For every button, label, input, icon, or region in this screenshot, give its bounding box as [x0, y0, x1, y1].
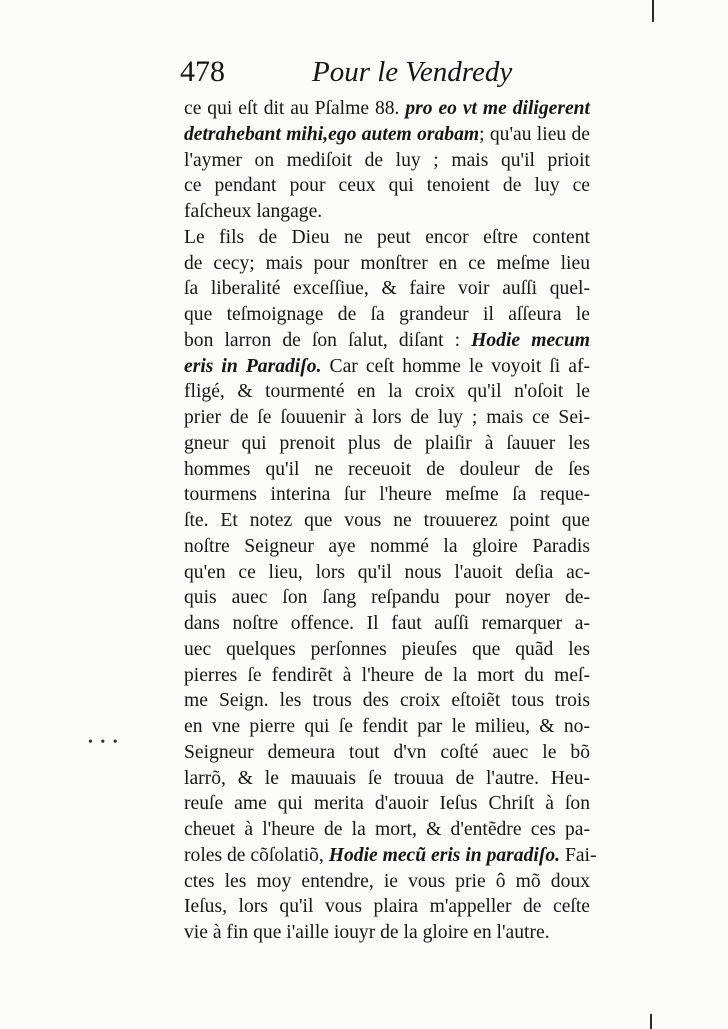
text-run: fligé, & tourmenté en la croix qu'il n'oſoit le [184, 381, 590, 403]
italic-quote: detrahebant mihi,ego autem orabam [184, 123, 480, 145]
running-title: Pour le Vendredy [312, 56, 513, 88]
page-edge-line-bottom [650, 1014, 652, 1029]
text-run: pierres ſe fendirẽt à l'heure de la mort du meſ- [184, 664, 590, 686]
text-run: Fai- [560, 844, 597, 866]
text-run: hommes qu'il ne receuoit de douleur de ſes [184, 458, 590, 480]
text-run: tourmens interina ſur l'heure meſme ſa reque- [184, 484, 590, 506]
text-run: en vne pierre qui ſe fendit par le milieu, & no- [184, 716, 590, 737]
text-line [184, 482, 590, 508]
text-run: ctes les moy entendre, ie vous prie ô mõ doux [184, 870, 590, 892]
text-line [184, 920, 590, 946]
text-line [184, 96, 590, 122]
text-line [184, 199, 590, 225]
text-run: Ieſus, lors qu'il vous plaira m'appeller de ceſte [184, 896, 590, 918]
text-run: l'aymer on mediſoit de luy ; mais qu'il prioit [184, 149, 590, 171]
text-run: bon larron de ſon ſalut, diſant : [184, 329, 472, 351]
text-line [184, 817, 590, 843]
text-run: dans noſtre offence. Il faut auſſi remarquer a- [184, 613, 590, 634]
text-line [184, 122, 590, 148]
text-run: que teſmoignage de ſa grandeur il aſſeura le [184, 304, 590, 325]
text-line [184, 740, 590, 766]
text-run: Le fils de Dieu ne peut encor eſtre content [184, 226, 590, 248]
text-run: ſa liberalité exceſſiue, & faire voir auſſi quel- [184, 278, 590, 300]
text-run: qu'en ce lieu, lors qu'il nous l'auoit deſia ac- [184, 561, 590, 583]
text-line [184, 457, 590, 483]
text-line [184, 302, 590, 328]
text-run: quis auec ſon ſang reſpandu pour noyer de- [184, 587, 590, 609]
text-run: gneur qui prenoit plus de plaiſir à ſauuer les [184, 432, 590, 454]
italic-quote: Hodie mecum [471, 329, 590, 351]
text-line [184, 379, 590, 405]
text-run: ſte. Et notez que vous ne trouuerez point que [184, 510, 590, 531]
text-run: de cecy; mais pour monſtrer en ce meſme lieu [184, 252, 590, 274]
text-run: cheuet à l'heure de la mort, & d'entẽdre ces pa- [184, 819, 590, 840]
text-line [184, 611, 590, 637]
text-run: roles de cõſolatiõ, [184, 844, 329, 866]
text-line [184, 328, 590, 354]
page-edge-line-top [652, 0, 654, 22]
text-line [184, 560, 590, 586]
italic-quote: pro eo vt me diligerent [405, 98, 590, 119]
text-line [184, 148, 590, 174]
text-run: larrõ, & le mauuais ſe trouua de l'autre. Heu- [184, 767, 590, 789]
text-line [184, 791, 590, 817]
text-line [184, 894, 590, 920]
text-line [184, 354, 590, 380]
text-run: prier de ſe ſouuenir à lors de luy ; mais ce Sei- [184, 407, 590, 428]
text-line [184, 173, 590, 199]
text-line [184, 508, 590, 534]
text-line [184, 585, 590, 611]
text-run: noſtre Seigneur aye nommé la gloire Paradis [184, 535, 590, 557]
text-run: faſcheux langage. [184, 201, 323, 222]
italic-quote: Hodie mecũ eris in paradiſo. [328, 844, 561, 866]
text-run: ce pendant pour ceux qui tenoient de luy ce [184, 175, 590, 197]
italic-quote: eris in Paradiſo. [184, 355, 322, 377]
text-run: me Seign. les trous des croix eſtoiẽt tous trois [184, 690, 590, 712]
text-run: vie à fin que i'aille iouyr de la gloire en l'autre. [184, 922, 550, 943]
body-text [184, 96, 597, 946]
text-line [184, 714, 590, 740]
page-number: 478 [180, 55, 225, 88]
text-run: Car ceſt homme le voyoit ſi af- [321, 355, 590, 377]
text-line [184, 405, 590, 431]
text-line [184, 431, 590, 457]
text-line [184, 663, 590, 689]
text-line [184, 843, 597, 869]
text-line [184, 276, 590, 302]
page-header [180, 52, 590, 92]
text-line [184, 251, 590, 277]
text-line [184, 869, 590, 895]
text-line [184, 766, 590, 792]
text-run: ce qui eſt dit au Pſalme 88. [184, 98, 406, 119]
margin-mark: • • • [88, 735, 120, 750]
text-line [184, 637, 590, 663]
text-line [184, 534, 590, 560]
text-run: ; qu'au lieu de [479, 123, 590, 145]
text-run: reuſe ame qui merita d'auoir Ieſus Chriſt à ſon [184, 793, 590, 815]
text-line [184, 225, 590, 251]
text-run: Seigneur demeura tout d'vn coſté auec le bõ [184, 741, 590, 763]
text-line [184, 688, 590, 714]
text-run: uec quelques perſonnes pieuſes que quãd les [184, 638, 590, 660]
